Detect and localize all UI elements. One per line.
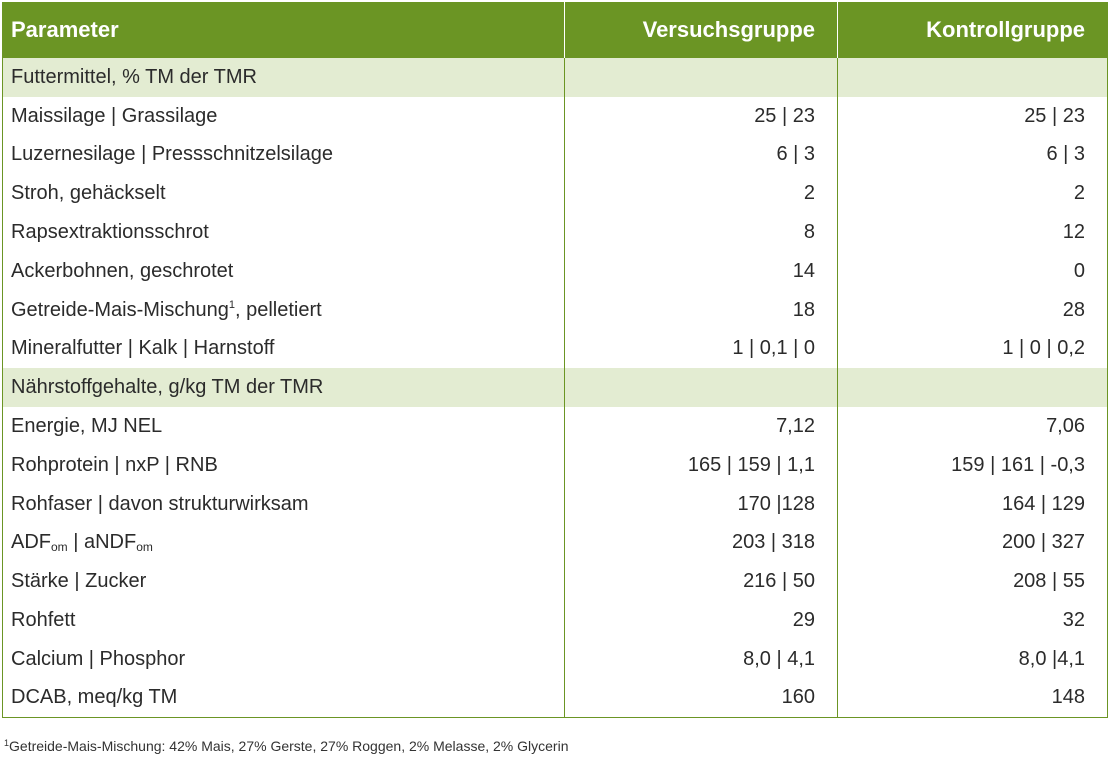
section-label: Nährstoffgehalte, g/kg TM der TMR (3, 368, 565, 407)
row-label: DCAB, meq/kg TM (3, 679, 565, 718)
kontroll-value: 25 | 23 (838, 97, 1108, 136)
versuch-value: 25 | 23 (565, 97, 838, 136)
versuch-value: 2 (565, 174, 838, 213)
table-row (3, 485, 1108, 524)
footnote-text: Getreide-Mais-Mischung: 42% Mais, 27% Gerste, 27% Roggen, 2% Melasse, 2% Glycerin (9, 738, 569, 754)
row-label: Rohfett (3, 601, 565, 640)
section-empty-cell (838, 368, 1108, 407)
kontroll-value: 0 (838, 252, 1108, 291)
row-label: Energie, MJ NEL (3, 407, 565, 446)
kontroll-value: 200 | 327 (838, 524, 1108, 563)
kontroll-value: 12 (838, 213, 1108, 252)
kontroll-value: 6 | 3 (838, 136, 1108, 175)
versuch-value: 165 | 159 | 1,1 (565, 446, 838, 485)
header-parameter: Parameter (3, 2, 565, 58)
row-label: Stärke | Zucker (3, 562, 565, 601)
section-row-naehrstoffgehalte (3, 368, 1108, 407)
section-empty-cell (565, 58, 838, 97)
row-label: Rapsextraktionsschrot (3, 213, 565, 252)
feed-composition-table (2, 2, 1108, 718)
table-row (3, 679, 1108, 718)
andf-label: | aNDF (67, 531, 137, 554)
versuch-value: 8 (565, 213, 838, 252)
versuch-value: 1 | 0,1 | 0 (565, 330, 838, 369)
versuch-value: 203 | 318 (565, 524, 838, 563)
versuch-value: 216 | 50 (565, 562, 838, 601)
footnote-reference: 1 (228, 298, 235, 311)
table-row (3, 213, 1108, 252)
footnote (4, 738, 568, 754)
header-kontrollgruppe: Kontrollgruppe (838, 2, 1108, 58)
kontroll-value: 32 (838, 601, 1108, 640)
versuch-value: 160 (565, 679, 838, 718)
row-label: Calcium | Phosphor (3, 640, 565, 679)
row-label: Ackerbohnen, geschrotet (3, 252, 565, 291)
kontroll-value: 148 (838, 679, 1108, 718)
section-row-futtermittel (3, 58, 1108, 97)
versuch-value: 6 | 3 (565, 136, 838, 175)
section-label: Futtermittel, % TM der TMR (3, 58, 565, 97)
table-row (3, 601, 1108, 640)
table-row (3, 97, 1108, 136)
versuch-value: 7,12 (565, 407, 838, 446)
table-row (3, 291, 1108, 330)
kontroll-value: 159 | 161 | -0,3 (838, 446, 1108, 485)
table-row (3, 524, 1108, 563)
kontroll-value: 28 (838, 291, 1108, 330)
table-row (3, 136, 1108, 175)
row-label: Stroh, gehäckselt (3, 174, 565, 213)
table-row (3, 640, 1108, 679)
table-row (3, 252, 1108, 291)
versuch-value: 29 (565, 601, 838, 640)
section-empty-cell (565, 368, 838, 407)
row-label: Luzernesilage | Pressschnitzelsilage (3, 136, 565, 175)
row-label-text: Getreide-Mais-Mischung (11, 298, 229, 321)
table-row (3, 407, 1108, 446)
kontroll-value: 2 (838, 174, 1108, 213)
header-row (3, 2, 1108, 58)
table-row (3, 562, 1108, 601)
kontroll-value: 8,0 |4,1 (838, 640, 1108, 679)
andf-subscript: om (136, 540, 153, 555)
versuch-value: 18 (565, 291, 838, 330)
versuch-value: 8,0 | 4,1 (565, 640, 838, 679)
row-label: Rohprotein | nxP | RNB (3, 446, 565, 485)
row-label (3, 291, 565, 330)
header-versuchsgruppe: Versuchsgruppe (565, 2, 838, 58)
table-row (3, 446, 1108, 485)
versuch-value: 170 |128 (565, 485, 838, 524)
kontroll-value: 164 | 129 (838, 485, 1108, 524)
adf-label: ADF (11, 531, 51, 554)
adf-subscript: om (51, 540, 68, 555)
section-empty-cell (838, 58, 1108, 97)
footnote-mark: 1 (4, 738, 10, 748)
feed-composition-table-container (2, 2, 1107, 718)
table-row (3, 330, 1108, 369)
versuch-value: 14 (565, 252, 838, 291)
kontroll-value: 1 | 0 | 0,2 (838, 330, 1108, 369)
row-label (3, 524, 565, 563)
row-label: Maissilage | Grassilage (3, 97, 565, 136)
table-row (3, 174, 1108, 213)
row-label-suffix: , pelletiert (234, 298, 322, 321)
row-label: Mineralfutter | Kalk | Harnstoff (3, 330, 565, 369)
kontroll-value: 7,06 (838, 407, 1108, 446)
row-label: Rohfaser | davon strukturwirksam (3, 485, 565, 524)
kontroll-value: 208 | 55 (838, 562, 1108, 601)
